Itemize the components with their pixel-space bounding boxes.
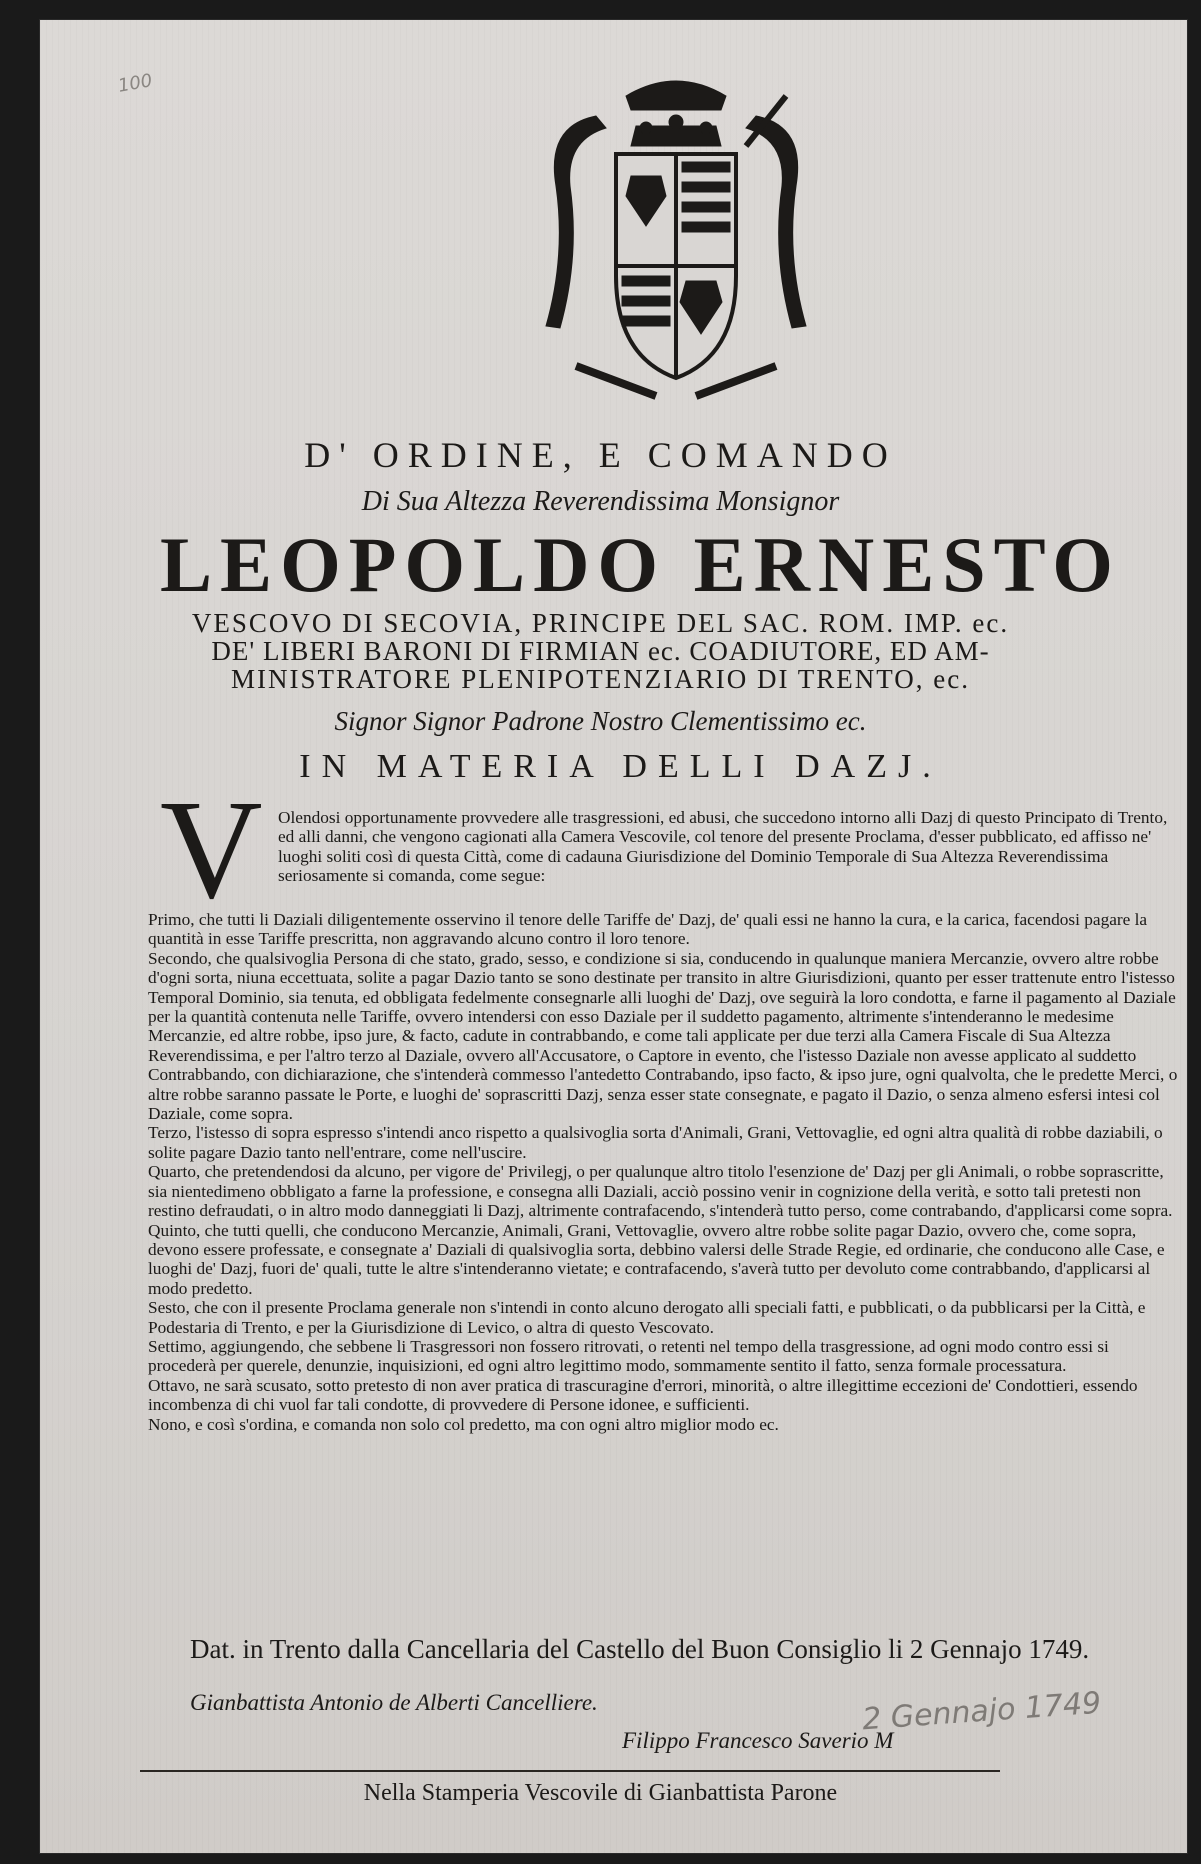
subheading: Di Sua Altezza Reverendissima Monsignor: [361, 486, 840, 517]
handwritten-date: 2 Gennajo 1749: [861, 1685, 1103, 1738]
drop-cap: V: [160, 770, 263, 928]
paragraph-nono: Nono, e così s'ordina, e comanda non solo col predetto, ma con ogni altro miglior modo ec.: [148, 1414, 779, 1434]
title-line-3: MINISTRATORE PLENIPOTENZIARIO DI TRENTO, ec.: [231, 664, 970, 694]
intro-paragraph: [148, 808, 1178, 886]
name-title: LEOPOLDO ERNESTO: [160, 521, 1121, 608]
subject: IN MATERIA DELLI DAZJ.: [299, 748, 942, 785]
paragraph-ottavo: Ottavo, ne sarà scusato, sotto pretesto di non aver pratica di trascuragine d'errori, minorità, o altre illegittime eccezioni de' Condottieri, essendo incombenza di chi vuol far tali condotte, di provvedere di Persone idonee, e sufficienti.: [148, 1375, 1138, 1415]
dateline: Dat. in Trento dalla Cancellaria del Castello del Buon Consiglio li 2 Gennajo 1749.: [190, 1634, 1090, 1664]
paragraph-quarto: Quarto, che pretendendosi da alcuno, per vigore de' Privilegj, o per qualunque altro titolo l'esenzione de' Dazj per gli Animali, o robbe soprascritte, sia nientedimeno obbligato a farne la professione, e consegna alli Daziali, acciò possino venir in cognizione della verità, e sotto tali pretesti non restino defraudati, o in altro modo danneggiati li Dazj, altrimente contrafacendo, s'intenderà tutto perso, come contrabando, d'applicarsi come sopra.: [148, 1162, 1173, 1221]
title-line-2: DE' LIBERI BARONI DI FIRMIAN ec. COADIUTORE, ED AM-: [211, 636, 990, 666]
salutation: Signor Signor Padrone Nostro Clementissimo ec.: [334, 706, 867, 736]
printer-imprint: Nella Stamperia Vescovile di Gianbattista Parone: [363, 1780, 838, 1806]
paragraph-secondo: Secondo, che qualsivoglia Persona di che stato, grado, sesso, e condizione si sia, conducendo in qualunque maniera Mercanzie, ovvero altre robbe d'ogni sorta, niuna eccettuata, solite a pagar Dazio tanto se sono destinate per transito in altre Giurisdizioni, quanto per esser trattenute entro l'istesso Temporal Dominio, sia tenuta, ed obbligata fedelmente consegnarle alli luoghi de' Dazj, ove seguirà la loro condotta, e farne il pagamento al Daziale per la quantità contenuta nelle Tariffe, ovvero intendersi con esso Daziale per il suddetto pagamento, altrimente s'intenderanno le medesime Mercanzie, ed altre robbe, ipso jure, & facto, cadute in contrabbando, e come tali applicate per due terzi alla Camera Fiscale di Sua Altezza Reverendissima, e per l'altro terzo al Daziale, ovvero all'Accusatore, o Captore in evento, che l'istesso Daziale non avesse applicato al suddetto Contrabbando, con dichiarazione, che s'intenderà commesso l'antedetto Contrabando, ipso facto, & ipso jure, ogni qualvolta, che le predette Merci, o altre robbe saranno passate le Porte, e luoghi de' soprascritti Dazj, senza esser state consegnate, e pagato il Dazio, o senza almeno esfersi intesi col Daziale, come sopra.: [148, 948, 1178, 1124]
paragraph-terzo: Terzo, l'istesso di sopra espresso s'intendi anco rispetto a qualsivoglia sorta d'Animali, Grani, Vettovaglie, ed ogni altra qualità di robbe daziabili, o solite pagare Dazio tanto nell'entrare, come nell'uscire.: [148, 1123, 1163, 1162]
signature-chancellor: Gianbattista Antonio de Alberti Cancelliere.: [190, 1690, 598, 1715]
signature-second: Filippo Francesco Saverio M: [622, 1728, 894, 1753]
coat-of-arms-icon: [536, 66, 816, 406]
decree-body: [148, 910, 1178, 1434]
paragraph-quinto: Quinto, che tutti quelli, che conducono Mercanzie, Animali, Grani, Vettovaglie, ovvero altre robbe solite pagar Dazio, ovvero che, come sopra, devono essere professate, e consegnate a' Daziali di qualsivoglia sorta, debbino valersi delle Strade Regie, ed ordinarie, che conducono alle Case, e luoghi de' Dazj, fuori de' quali, tutte le altre s'intenderanno vietate; e contrafacendo, s'averà tutto per devoluto come contrabbando, d'applicarsi al modo predetto.: [148, 1220, 1165, 1298]
pencil-note: 100: [116, 70, 154, 97]
paragraph-sesto: Sesto, che con il presente Proclama generale non s'intendi in conto alcuno derogato alli speciali fatti, e pubblicati, o da pubblicarsi per la Città, e Podestaria di Trento, e per la Giurisdizione di Levico, o altra di questo Vescovato.: [148, 1298, 1146, 1337]
title-line-1: VESCOVO DI SECOVIA, PRINCIPE DEL SAC. ROM. IMP. ec.: [191, 608, 1010, 638]
intro-text: Olendosi opportunamente provvedere alle trasgressioni, ed abusi, che succedono intorno alli Dazj di questo Principato di Trento, ed alli danni, che vengono cagionati alla Camera Vescovile, col tenore del presente Proclama, d'esser pubblicato, ed affisso ne' luoghi soliti così di questa Città, come di cadauna Giurisdizione del Dominio Temporale di Sua Altezza Reverendissima seriosamente si comanda, come segue:: [278, 808, 1168, 886]
heading: D' ORDINE, E COMANDO: [304, 435, 897, 475]
paragraph-primo: Primo, che tutti li Daziali diligentemente osservino il tenore delle Tariffe de' Dazj, de' quali essi ne hanno la cura, e la carica, facendosi pagare la quantità in esse Tariffe prescritta, non aggravando alcuno contro il loro tenore.: [148, 910, 1148, 949]
paragraph-settimo: Settimo, aggiungendo, che sebbene li Trasgressori non fossero ritrovati, o retenti nel tempo della trasgressione, ad ogni modo contro essi si procederà per querele, denunzie, inquisizioni, ed ogni altro legittimo modo, sommamente sentito il fatto, senza formale processatura.: [148, 1336, 1109, 1376]
divider: [140, 1770, 1000, 1772]
